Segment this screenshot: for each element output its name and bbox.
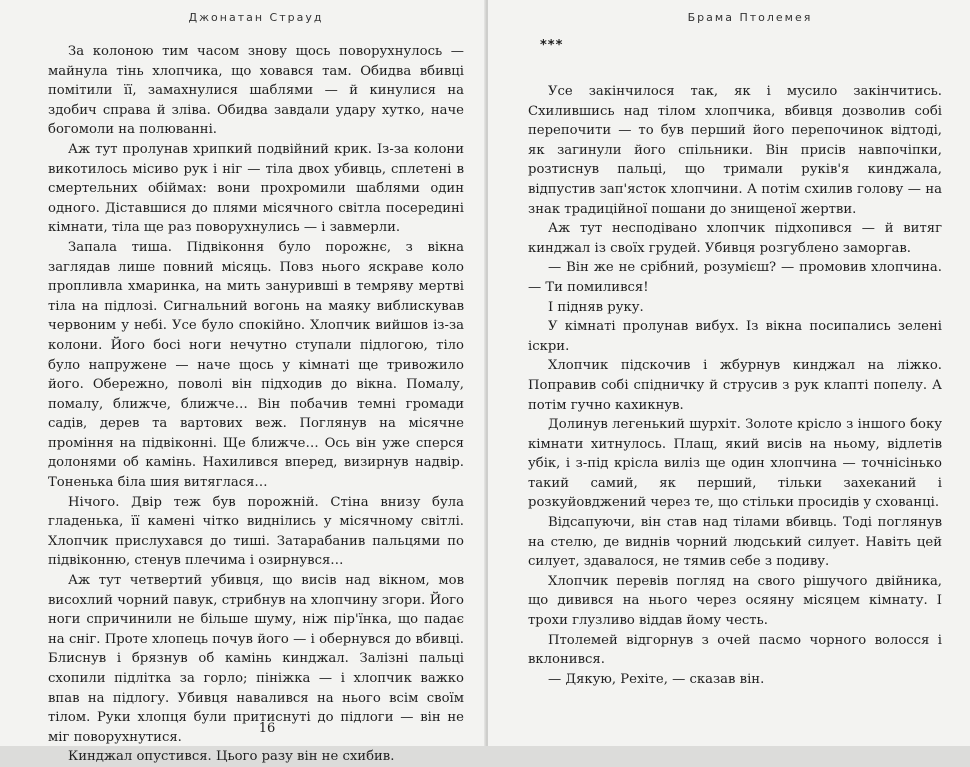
paragraph: Аж тут несподівано хлопчик підхопився — й витяг кинджал із своїх грудей. Убивця розгублено заморгав. — [528, 221, 942, 256]
paragraph: Аж тут пролунав хрипкий подвійний крик. Із-за колони викотилось місиво рук і ніг — тіла двох убивць, сплетені в смертельних обіймах: вони прохромили шаблями один одного. Діставшися до плями місячного світла посередині кімнати, тіла ще раз поворухнулись — і завмерли. — [48, 141, 464, 236]
left-page-text — [48, 42, 464, 767]
paragraph: І підняв руку. — [548, 299, 644, 315]
paragraph: Хлопчик перевів погляд на свого рішучого двійника, що дивився на нього через осяяну місяцем кімнату. І трохи глузливо віддав йому честь. — [528, 573, 942, 629]
paragraph: — Він же не срібний, розумієш? — промовив хлопчина. — Ти помилився! — [528, 260, 942, 295]
running-head-title: Брама Птолемея — [687, 11, 813, 24]
running-head-author: Джонатан Страуд — [188, 11, 324, 24]
right-page — [488, 0, 970, 746]
paragraph: Кинджал опустився. Цього разу він не схибив. — [68, 749, 395, 765]
paragraph: — Дякую, Рехіте, — сказав він. — [548, 671, 765, 687]
right-page-text — [528, 82, 942, 689]
paragraph: Усе закінчилося так, як і мусило закінчитись. Схилившись над тілом хлопчика, вбивця дозволив собі перепочити — то був перший його перепочинок відтоді, як загинули його спільники. Він присів навпочіпки, розтиснув пальці, що тримали руків'я кинджала, відпустив зап'ясток хлопчини. А потім схилив голову — на знак традиційної пошани до знищеної жертви. — [528, 84, 942, 217]
paragraph: Птолемей відгорнув з очей пасмо чорного волосся і вклонився. — [528, 632, 942, 668]
paragraph: За колоною тим часом знову щось поворухнулось — майнула тінь хлопчика, що ховався там. Обидва вбивці помітили її, замахнулися шаблями — й кинулися на здобич справа й зліва. Обидва завдали удару хутко, наче богомоли на полюванні. — [48, 44, 464, 138]
paragraph: Долинув легенький шурхіт. Золоте крісло з іншого боку кімнати хитнулось. Плащ, який висів на ньому, відлетів убік, і з-під крісла виліз ще один хлопчина — точнісінько такий самий, як перший, тільки захеканий і розкуйовджений через те, що стільки просидів у схованці. — [528, 417, 942, 511]
section-break: *** — [540, 38, 564, 53]
paragraph: Відсапуючи, він став над тілами вбивць. Тоді поглянув на стелю, де виднів чорний людський силует. Навіть цей силует, здавалося, не тямив себе з подиву. — [528, 515, 942, 570]
paragraph: Нічого. Двір теж був порожній. Стіна внизу була гладенька, її камені чітко виднілись у місячному світлі. Хлопчик прислухався до тиші. Затарабанив пальцями по підвіконню, стенув плечима і озирнувся… — [48, 494, 464, 569]
paragraph: Аж тут четвертий убивця, що висів над вікном, мов висохлий чорний павук, стрибнув на хлопчину згори. Його ноги спричинили не більше шуму, ніж пір'їнка, що падає на сніг. Проте хлопець почув його — і обернувся до вбивці. Блиснув і брязнув об камінь кинджал. Залізні пальці схопили підлітка за горло; пініжка — і хлопчик важко впав на підлогу. Убивця навалився на нього всім своїм тілом. Руки хлопця були притиснуті до підлоги — він не міг поворухнутися. — [48, 573, 464, 745]
page-number: 16 — [258, 721, 276, 736]
paragraph: Запала тиша. Підвіконня було порожнє, з вікна заглядав лише повний місяць. Повз нього яскраве коло пропливла хмаринка, на мить занурившi в темряву мертві тіла на підлозі. Сигнальний вогонь на маяку виблискував червоним у небі. Усе було спокійно. Хлопчик вийшов із-за колони. Його босі ноги нечутно ступали підлогою, тіло було напружене — наче щось у кімнаті ще тривожило його. Обережно, поволі він підходив до вікна. Помалу, помалу, ближче, ближче… Він побачив темні громади садів, дерев та вартових веж. Поглянув на місячне проміння на підвіконні. Ще ближче… Ось він уже сперся долонями об камінь. Нахилився вперед, визирнув надвір. Тоненька біла шия витяглася… — [48, 239, 464, 491]
left-page — [0, 0, 486, 765]
paragraph: У кімнаті пролунав вибух. Із вікна посипались зелені іскри. — [528, 319, 942, 354]
paragraph: Хлопчик підскочив і жбурнув кинджал на ліжко. Поправив собі спідничку й струсив з рук клапті попелу. А потім гучно кахикнув. — [528, 358, 942, 413]
